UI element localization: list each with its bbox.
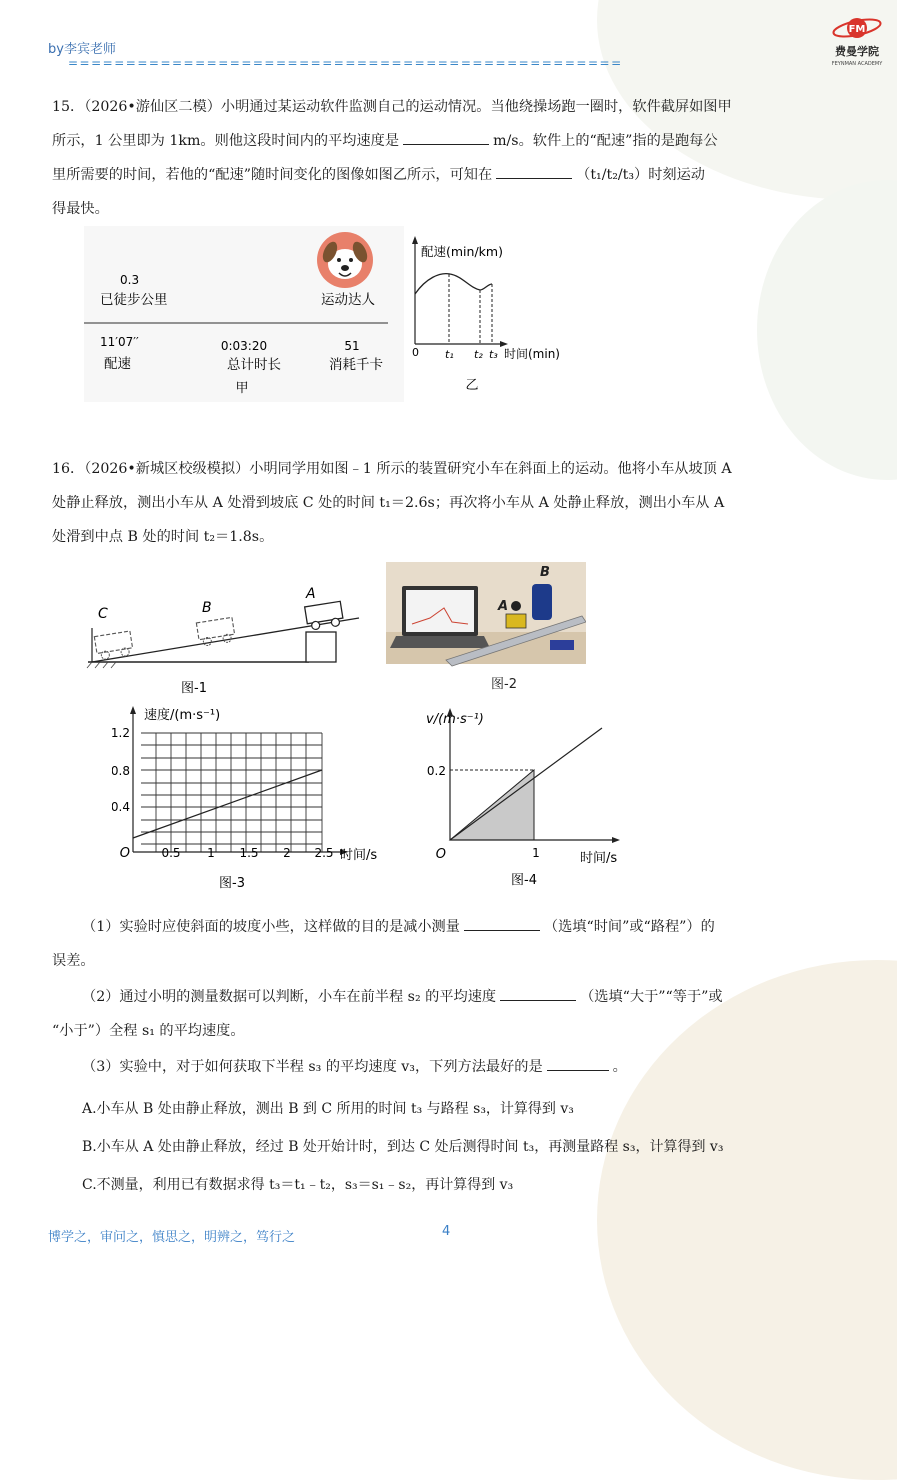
answer-blank-2[interactable] bbox=[500, 999, 576, 1001]
logo-badge: FM bbox=[848, 24, 866, 35]
pace-label: 配速 bbox=[104, 356, 131, 372]
q16-line1: 16．（2026•新城区校级模拟）小明同学用如图﹣1 所示的装置研究小车在斜面上的运动。他将小车从坡顶 A bbox=[52, 461, 732, 477]
figure-yi bbox=[404, 232, 590, 396]
figure-caption-4: 图-4 bbox=[511, 873, 537, 888]
runner-avatar bbox=[317, 232, 373, 288]
fig3-xtick-0.5: 0.5 bbox=[161, 846, 181, 860]
figure-4-chart bbox=[410, 702, 634, 894]
q16-line3: 处滑到中点 B 处的时间 t₂＝1.8s。 bbox=[52, 529, 274, 545]
figure-caption-2: 图-2 bbox=[491, 677, 517, 692]
fig3-ytick-1.2: 1.2 bbox=[112, 726, 130, 740]
fig3-xtick-1: 1 bbox=[207, 846, 215, 860]
figure-caption-jia: 甲 bbox=[235, 381, 249, 396]
figure-2-setup bbox=[386, 562, 586, 698]
question-15-text bbox=[52, 90, 842, 226]
fig4-origin: O bbox=[435, 847, 446, 862]
label-C: C bbox=[98, 606, 108, 622]
answer-blank-speed[interactable] bbox=[403, 143, 489, 145]
fig4-x-label: 时间/s bbox=[580, 851, 618, 866]
fig3-ytick-0.8: 0.8 bbox=[112, 764, 130, 778]
cart-at-B bbox=[196, 617, 235, 646]
q15-line2: 所示，1 公里即为 1km。则他这段时间内的平均速度是 m/s。软件上的“配速”指的是跑每公 bbox=[52, 133, 718, 149]
q16-line2: 处静止释放，测出小车从 A 处滑到坡底 C 处的时间 t₁＝2.6s；再次将小车从 A 处静止释放，测出小车从 A bbox=[52, 495, 725, 511]
sub-question-2: （2）通过小明的测量数据可以判断，小车在前半程 s₂ 的平均速度 （选填“大于”“等于”或 “小于”）全程 s₁ 的平均速度。 bbox=[52, 989, 723, 1039]
laptop-base bbox=[390, 636, 490, 648]
distance-label: 已徒步公里 bbox=[100, 292, 168, 308]
time-label: 总计时长 bbox=[227, 357, 281, 373]
yi-t2-label: t₂ bbox=[474, 348, 483, 361]
support-block bbox=[306, 632, 336, 662]
sub-question-3: （3）实验中，对于如何获取下半程 s₃ 的平均速度 v₃，下列方法最好的是 。 bbox=[82, 1059, 627, 1075]
cart-A-photo bbox=[506, 614, 526, 628]
q15-line1: 15．（2026•游仙区二模）小明通过某运动软件监测自己的运动情况。当他绕操场跑一圈时，软件截屏如图甲 bbox=[52, 99, 732, 115]
fig4-xtick: 1 bbox=[532, 846, 540, 860]
figure-1-incline bbox=[84, 584, 374, 698]
yi-origin: 0 bbox=[412, 346, 419, 359]
q15-line4: 得最快。 bbox=[52, 201, 109, 217]
logo-text: 费曼学院 bbox=[835, 45, 879, 58]
distance-value: 0.3 bbox=[120, 273, 140, 287]
time-value: 0:03:20 bbox=[220, 339, 268, 353]
footer-motto: 博学之，审问之，慎思之，明辨之，笃行之 bbox=[48, 1230, 296, 1245]
fig3-velocity-line bbox=[133, 770, 322, 838]
kcal-label: 消耗千卡 bbox=[329, 357, 383, 373]
answer-blank-1[interactable] bbox=[464, 929, 540, 931]
figure-3-chart bbox=[112, 702, 402, 894]
question-16-text bbox=[52, 452, 842, 554]
label-A: A bbox=[306, 586, 316, 602]
fig3-xtick-1.5: 1.5 bbox=[239, 846, 259, 860]
page-number: 4 bbox=[442, 1224, 451, 1239]
sub-question-1: （1）实验时应使斜面的坡度小些，这样做的目的是减小测量 （选填“时间”或“路程”）的 误差。 bbox=[52, 919, 715, 969]
yi-t1-label: t₁ bbox=[445, 348, 454, 361]
fig3-xtick-2: 2 bbox=[283, 846, 291, 860]
fig3-xtick-2.5: 2.5 bbox=[314, 846, 334, 860]
fig4-shaded-area bbox=[450, 770, 534, 840]
sensor-B bbox=[532, 584, 552, 620]
grid-lines bbox=[141, 733, 322, 852]
yi-x-label: 时间(min) bbox=[504, 347, 560, 361]
figure-caption-1: 图-1 bbox=[181, 681, 207, 696]
fig4-ytick: 0.2 bbox=[426, 764, 446, 778]
photo-label-B: B bbox=[540, 565, 550, 580]
fig3-origin: O bbox=[119, 846, 130, 861]
figure-caption-yi: 乙 bbox=[465, 378, 479, 393]
logo-subtext: FEYNMAN ACADEMY bbox=[831, 61, 883, 67]
answer-blank-time[interactable] bbox=[496, 177, 572, 179]
fig4-y-label: v/(m·s⁻¹) bbox=[426, 712, 484, 727]
kcal-value: 51 bbox=[344, 339, 360, 353]
yi-t3-label: t₃ bbox=[489, 348, 498, 361]
option-A[interactable]: A.小车从 B 处由静止释放，测出 B 到 C 所用的时间 t₃ 与路程 s₃，计算得到 v₃ bbox=[82, 1101, 574, 1117]
data-logger bbox=[550, 640, 574, 650]
fig3-x-label: 时间/s bbox=[340, 848, 378, 863]
figure-caption-3: 图-3 bbox=[219, 876, 245, 891]
user-label: 运动达人 bbox=[321, 292, 375, 308]
q15-line3: 里所需要的时间，若他的“配速”随时间变化的图像如图乙所示，可知在 （t₁/t₂/t₃）时刻运动 bbox=[52, 167, 705, 183]
author-label: by李宾老师 bbox=[48, 42, 116, 57]
header-divider: ================================================ bbox=[68, 56, 623, 70]
answer-blank-3[interactable] bbox=[547, 1069, 609, 1071]
option-B[interactable]: B.小车从 A 处由静止释放，经过 B 处开始计时，到达 C 处后测得时间 t₃，再测量路程 s₃，计算得到 v₃ bbox=[82, 1139, 724, 1155]
option-C[interactable]: C.不测量，利用已有数据求得 t₃＝t₁﹣t₂，s₃＝s₁﹣s₂，再计算得到 v₃ bbox=[82, 1177, 514, 1193]
academy-logo bbox=[822, 10, 892, 70]
photo-label-A: A bbox=[498, 599, 509, 614]
figure-jia bbox=[84, 226, 404, 402]
pace-value: 11′07′′ bbox=[100, 335, 139, 349]
label-B: B bbox=[202, 600, 212, 616]
yi-y-label: 配速(min/km) bbox=[421, 244, 503, 259]
fig3-y-label: 速度/(m·s⁻¹) bbox=[144, 708, 221, 723]
fig3-ytick-0.4: 0.4 bbox=[112, 800, 130, 814]
